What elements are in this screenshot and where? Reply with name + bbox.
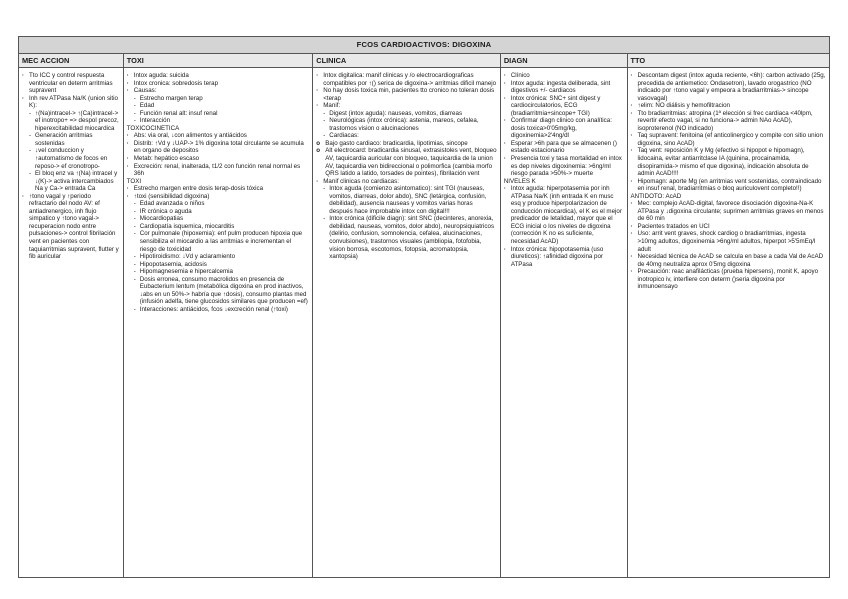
list-item: - Generación arritmias sostenidas (22, 132, 120, 147)
column-headers (19, 54, 829, 68)
list-item: · Tto ICC y control respuesta ventricular en determ arritmias supravent (22, 72, 120, 95)
header-clinica: CLINICA (313, 54, 501, 67)
list-item: - ↑(Na)intracel-> ↑(Ca)intracel-> ef inotropo+ => despol precoz, hiperexcitabilidad miocardica (22, 110, 120, 133)
header-diagn: DIAGN (501, 54, 628, 67)
list-item: - Hipomagnesemia e hipercalcemia (127, 268, 310, 276)
list-item: · Intox aguda: suicida (127, 72, 310, 80)
list-item: · Causas: (127, 87, 310, 95)
list-item: · Inh rev ATPasa Na/K (union sitio K): (22, 95, 120, 110)
list-item: · Hipomagn: aporte Mg (en arritmias vent sostenidas, contraindicado en insuf renal, bradiarritmias o bloq auriculovent completo!!) (631, 178, 827, 193)
list-item: - Edad (127, 102, 310, 110)
list-item: TOXI (126, 177, 142, 185)
cell-diagn (501, 68, 628, 577)
list-item: - Cardiopatía isquemica, miocarditis (127, 223, 310, 231)
list-item: o Alt electrocard: bradicardia sinusal, extrasistoles vent, bloqueo AV, taquicardia auricular con bloqueo, taquicardia de la union AV, taquicardia ven bidireccional o polimorfica (cambia morfo QRS latido a latido, torsades de pointes), fibrilación vent (316, 147, 497, 177)
table-body-row (19, 68, 829, 577)
list-item: · Presencia toxi y tasa mortalidad en intox es dep niveles digoxinemia: >6ng/ml riesgo parada >50%-> muerte (504, 155, 624, 178)
list-item: · Clínico (504, 72, 624, 80)
list-item: - Interacciones: antiácidos, fcos ↓excreción renal (↑toxi) (127, 306, 310, 314)
list-item: - Edad avanzada o niños (127, 200, 310, 208)
list-item: · Uso: arrit vent graves, shock cardiog o bradiarritmias, ingesta >10mg adultos, digoxinemia >6ng/ml adultos, hiperpot >5'5mEq/l adult (631, 230, 827, 253)
list-item: · ↑toxi (sensibilidad digoxina) (127, 193, 310, 201)
list-item: · Mec: complejo AcAD-digital, favorece disociación digoxina-Na-K ATPasa y ↓digoxina circulante; suprimen arritmias graves en menos de 60 min (631, 200, 827, 223)
list-item: · Estrecho margen entre dosis terap-dosis tóxica (127, 185, 310, 193)
list-item: · Distrib: ↑Vd y ↓UAP-> 1% digoxina total circulante se acumula en organo de depositos (127, 140, 310, 155)
list-item: · Taq supravent: fenitoina (ef anticolinergico y compite con sitio union digoxina, sino AcAD) (631, 132, 827, 147)
cell-tto (628, 68, 830, 577)
list-item: · Intox digitalica: manif clinicas y /o electrocardiograficas compatibles por ↑() serica de digoxina-> arritmias dificil manejo (316, 72, 497, 87)
list-item: · Precaución: reac anafilácticas (prueba hipersens), monit K, apoyo inotropico iv, interfiere con determ ()seria digoxina por inmunoensayo (631, 268, 827, 291)
list-item: · Tto bradiarritmias: atropina (1ª elección si frec cardiaca <40lpm, revertir efecto vagal, si no funciona-> admin NAo AcAD), isoproterenol (NO indicado) (631, 110, 827, 133)
list-item: o Bajo gasto cardiaco: bradicardia, lipotimias, sincope (316, 140, 497, 148)
header-tto: TTO (630, 56, 646, 65)
list-item: - Dosis erronea, consumo macrolidos en presencia de Eubacterium lentum (metabólica digoxina en prod inactivos, ↓abs en un 50%-> habría que ↑dosis), consumo plantas med (infusión adelfa, tiene glucosidos similares que producen =ef) (127, 276, 310, 306)
list-item: · Intox aguda: ingesta deliberada, sint digestivos +/- cardiacos (504, 80, 624, 95)
list-item: · Abs: via oral, ↓con alimentos y antiácidos (127, 132, 310, 140)
list-item: · Intox crónica: SNC+ sint digest y cardiocirculatorios, ECG (bradiarritmia+sincope+ TGI) (504, 95, 624, 118)
list-item: - Neurológicas (intox crónica): astenia, mareos, cefalea, trastornos vision o alucinaciones (316, 117, 497, 132)
list-item: · Pacientes tratados en UCI (631, 223, 827, 231)
list-item: · Necesidad técnica de AcAD se calcula en base a cada Val de AcAD de 40mg neutraliza aprox 0'5mg digoxina (631, 253, 827, 268)
list-item: · Excreción: renal, inalterada, t1/2 con función renal normal es 36h (127, 163, 310, 178)
drug-summary-table (18, 36, 830, 578)
list-item: - Cor pulmonale (hipoxemia): enf pulm producen hipoxia que sensibiliza el miocardio a las arritmias e incrementan el riesgo de toxicidad (127, 230, 310, 253)
table-title: FCOS CARDIOACTIVOS: DIGOXINA (19, 37, 829, 54)
list-item: - Digest (intox aguda): nauseas, vomitos, diarreas (316, 110, 497, 118)
cell-mec-accion (19, 68, 124, 577)
list-item: - El bloq enz va ↑(Na) intracel y ↓(K)-> activa intercambiados Na y Ca-> entrada Ca (22, 170, 120, 193)
list-item: · Intox crónica: hipopotasemia (uso diureticos): ↑afinidad digoxina por ATPasa (504, 246, 624, 269)
list-item: - Interacción (127, 117, 310, 125)
list-item: · Intox aguda: hiperpotasemia por inh ATPasa Na/K (inh entrada K en musc esq y produce hiperpolarizacion de conducción miocardica), el K es el mejor predicador de letalidad, mayor que el ECG inicial o los niveles de digoxina (corrección K no es suficiente, necesidad AcAD) (504, 185, 624, 245)
list-item: - Intox crónica (dificile diagn): sint SNC (decinteres, anorexia, debilidad, nauseas, vomitos, dolor abdo), neuropsiquiatricos (delirio, confusion, somnolencia, cefalea, alucinaciones, convulsiones), trastornos visuales (ambliopia, fotofobia, vision borrosa, escotomos, fotopsia, acromatopsia, xantopsia) (316, 215, 497, 260)
list-item: · Intox cronica: sobredosis terap (127, 80, 310, 88)
list-item: · ↑tono vagal y ↑periodo refractario del nodo AV: ef antiadrenergico, inh flujo simpatico y ↑tono vagal-> recuperacion nodo entre pulsaciones-> control fibrilación vent en pacientes con taquiarritmias supravent, flutter y fib auricular (22, 193, 120, 261)
list-item: · ↑elim: NO diálisis y hemofiltracion (631, 102, 827, 110)
list-item: - Estrecho margen terap (127, 95, 310, 103)
list-item: · Descontam digest (intox aguda reciente, <6h): carbon activado (25g, precedida de antiemetico: Ondasetron), lavado orogastrico (NO indicado por ↑tono vagal y empeora a bradiarritmias-> sincope vasovagal) (631, 72, 827, 102)
cell-toxi (124, 68, 314, 577)
list-item: - IR crónica o aguda (127, 208, 310, 216)
list-item: TOXICOCINETICA (126, 124, 180, 132)
list-item: - Intox aguda (comienzo asintomatico): sint TGI (nauseas, vomitos, diarreas, dolor abdo), SNC (letárgica, confusión, debilidad), ausencia nauseas y vomitos varias horas después hace improbable intox con digital!!! (316, 185, 497, 215)
header-mec-accion: MEC ACCION (19, 54, 124, 67)
list-item: - ↓vel conduccion y ↑automatismo de focos en reposo-> ef cronotropo- (22, 147, 120, 170)
list-item: · Esperar >6h para que se almacenen () estado estacionario (504, 140, 624, 155)
list-item: - Hipopotasemia, acidosis (127, 261, 310, 269)
list-item: · Manif: (316, 102, 497, 110)
list-item: - Cardiacas: (316, 132, 497, 140)
list-item: ANTIDOTO: AcAD (630, 192, 682, 200)
list-item: · Metab: hepático escaso (127, 155, 310, 163)
header-toxi: TOXI (124, 54, 314, 67)
list-item: · Taq vent: reposición K y Mg (efectivo si hipopot e hipomagn), lidocaina, evitar antiarritclase IA (quinina, procainamida, disopiramida-> mismo ef que digoxina), indicación absoluta de admin AcAD!!!! (631, 147, 827, 177)
list-item: · Manif clinicas no cardiacas: (316, 178, 497, 186)
list-item: NIVELES K (503, 177, 536, 185)
list-item: · Confirmar diagn clinico con analítica: dosis toxica>0'05mg/kg, digoxinemia>2'4ng/dl (504, 117, 624, 140)
list-item: - Función renal alt: insuf renal (127, 110, 310, 118)
list-item: · No hay dosis toxica min, pacientes tto cronico no toleran dosis <terap (316, 87, 497, 102)
list-item: - Hipotiroidismo: ↓Vd y aclaramiento (127, 253, 310, 261)
list-item: - Miocardiopatias (127, 215, 310, 223)
cell-clinica (313, 68, 501, 577)
